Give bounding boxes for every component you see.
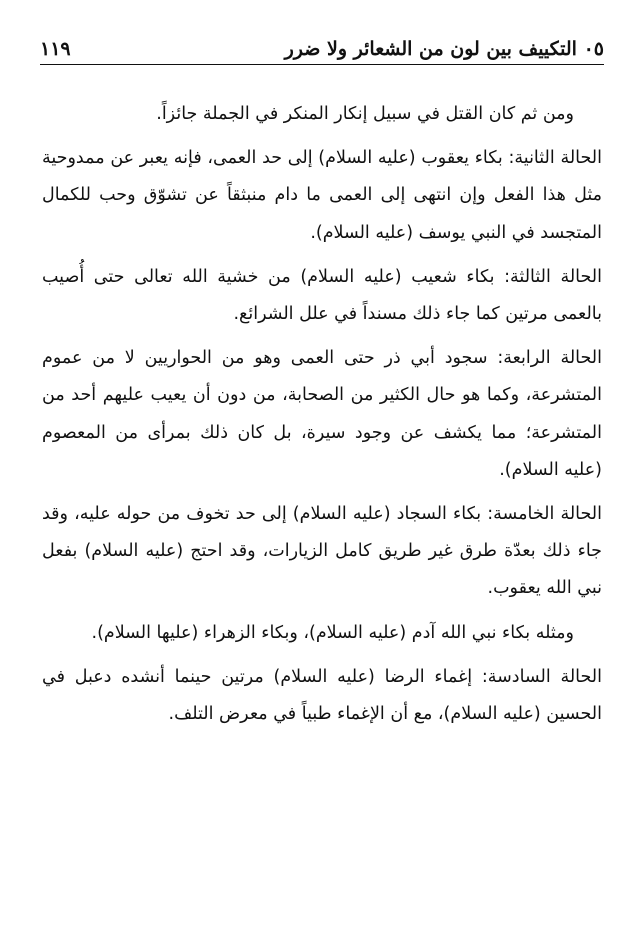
paragraph-similar: ومثله بكاء نبي الله آدم (عليه السلام)، وبكاء الزهراء (عليها السلام). (91, 622, 574, 643)
paragraph-case-five: الحالة الخامسة: بكاء السجاد (عليه السلام) إلى حد تخوف من حوله عليه، وقد جاء ذلك بعدّة طرق غير طريق كامل الزيارات، وقد احتج (عليه السلام) بفعل نبي الله يعقوب. (42, 504, 602, 599)
page-number: ١١٩ (40, 38, 71, 60)
paragraph-case-four: الحالة الرابعة: سجود أبي ذر حتى العمى وهو من الحواريين لا من عموم المتشرعة، وكما هو حال الكثير من الصحابة، من دون أن يعيب عليهم أحد من المتشرعة؛ مما يكشف عن وجود سيرة، بل كان ذلك بمرأى من المعصوم (عليه السلام). (42, 348, 602, 480)
running-header (40, 26, 604, 65)
chapter-title: ٠٥ التكييف بين لون من الشعائر ولا ضرر (284, 38, 604, 60)
paragraph-case-six: الحالة السادسة: إغماء الرضا (عليه السلام) مرتين حينما أنشده دعبل في الحسين (عليه السلام)، مع أن الإغماء طبياً في معرض التلف. (42, 666, 602, 725)
body-text (42, 96, 602, 740)
paragraph-case-three: الحالة الثالثة: بكاء شعيب (عليه السلام) من خشية الله تعالى حتى أُصيب بالعمى مرتين كما جاء ذلك مسنداً في علل الشرائع. (42, 266, 602, 325)
paragraph-intro: ومن ثم كان القتل في سبيل إنكار المنكر في الجملة جائزاً. (156, 104, 574, 124)
paragraph-case-two: الحالة الثانية: بكاء يعقوب (عليه السلام) إلى حد العمى، فإنه يعبر عن ممدوحية مثل هذا الفعل وإن انتهى إلى العمى ما دام منبثقاً عن تشوّق وحب للكمال المتجسد في النبي يوسف (عليه السلام). (42, 148, 602, 243)
